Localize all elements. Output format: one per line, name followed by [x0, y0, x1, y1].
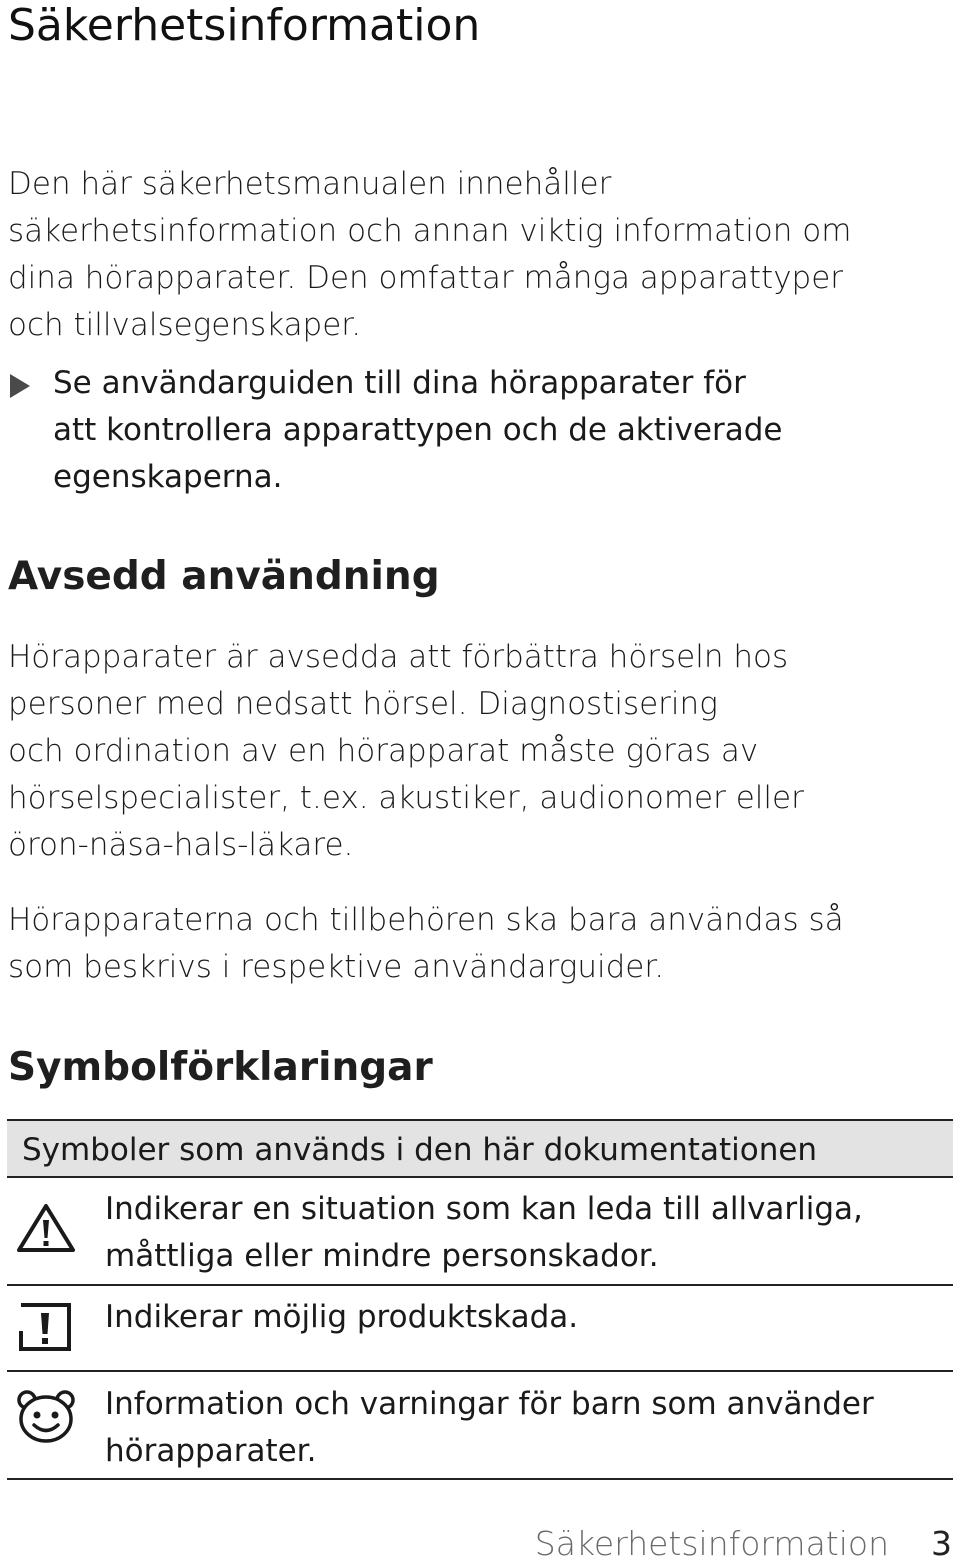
paragraph-line: och ordination av en hörapparat måste göras av [8, 733, 759, 769]
symbol-row-children [7, 1372, 953, 1480]
paragraph-line: Hörapparaterna och tillbehören ska bara användas så [8, 902, 844, 938]
instruction-line: egenskaperna. [53, 459, 283, 495]
intro-line: Den här säkerhetsmanualen innehåller [8, 166, 612, 202]
intro-line: dina hörapparater. Den omfattar många apparattyper [8, 260, 844, 296]
intro-line: säkerhetsinformation och annan viktig information om [8, 213, 852, 249]
warning-triangle-icon [15, 1202, 77, 1258]
paragraph-line: som beskrivs i respektive användarguider. [8, 949, 665, 985]
intended-use-paragraph [8, 634, 953, 869]
symbol-row-warning [7, 1178, 953, 1286]
footer-section-title: Säkerhetsinformation [534, 1524, 889, 1563]
instruction-line: att kontrollera apparattypen och de aktiverade [53, 412, 783, 448]
symbol-table-header-text: Symboler som används i den här dokumentationen [22, 1132, 818, 1168]
triangle-right-icon [10, 374, 30, 398]
exclamation-box-icon [15, 1301, 75, 1357]
usage-paragraph [8, 897, 953, 991]
page-footer [535, 1524, 952, 1564]
intro-paragraph [8, 161, 953, 349]
paragraph-line: personer med nedsatt hörsel. Diagnostisering [8, 686, 718, 722]
page-number: 3 [931, 1524, 952, 1563]
instruction-line: Se användarguiden till dina hörapparater för [53, 365, 746, 401]
symbol-description [105, 1186, 863, 1280]
intro-line: och tillvalsegenskaper. [8, 307, 362, 343]
child-face-icon [15, 1388, 77, 1448]
symbol-row-product-damage [7, 1286, 953, 1372]
symbol-table-header [7, 1119, 953, 1178]
description-line: Indikerar en situation som kan leda till allvarliga, [105, 1191, 863, 1227]
symbol-description [105, 1294, 578, 1341]
description-line: hörapparater. [105, 1433, 317, 1469]
paragraph-line: hörselspecialister, t.ex. akustiker, audionomer eller [8, 780, 804, 816]
paragraph-line: öron-näsa-hals-läkare. [8, 827, 354, 863]
page-title: Säkerhetsinformation [8, 0, 481, 51]
section-heading-intended-use: Avsedd användning [8, 554, 440, 599]
description-line: Information och varningar för barn som använder [105, 1386, 874, 1422]
symbol-description [105, 1381, 874, 1475]
description-line: Indikerar möjlig produktskada. [105, 1299, 579, 1335]
paragraph-line: Hörapparater är avsedda att förbättra hörseln hos [8, 639, 789, 675]
section-heading-symbols: Symbolförklaringar [8, 1045, 433, 1090]
instruction-text [53, 360, 782, 501]
description-line: måttliga eller mindre personskador. [105, 1238, 659, 1274]
